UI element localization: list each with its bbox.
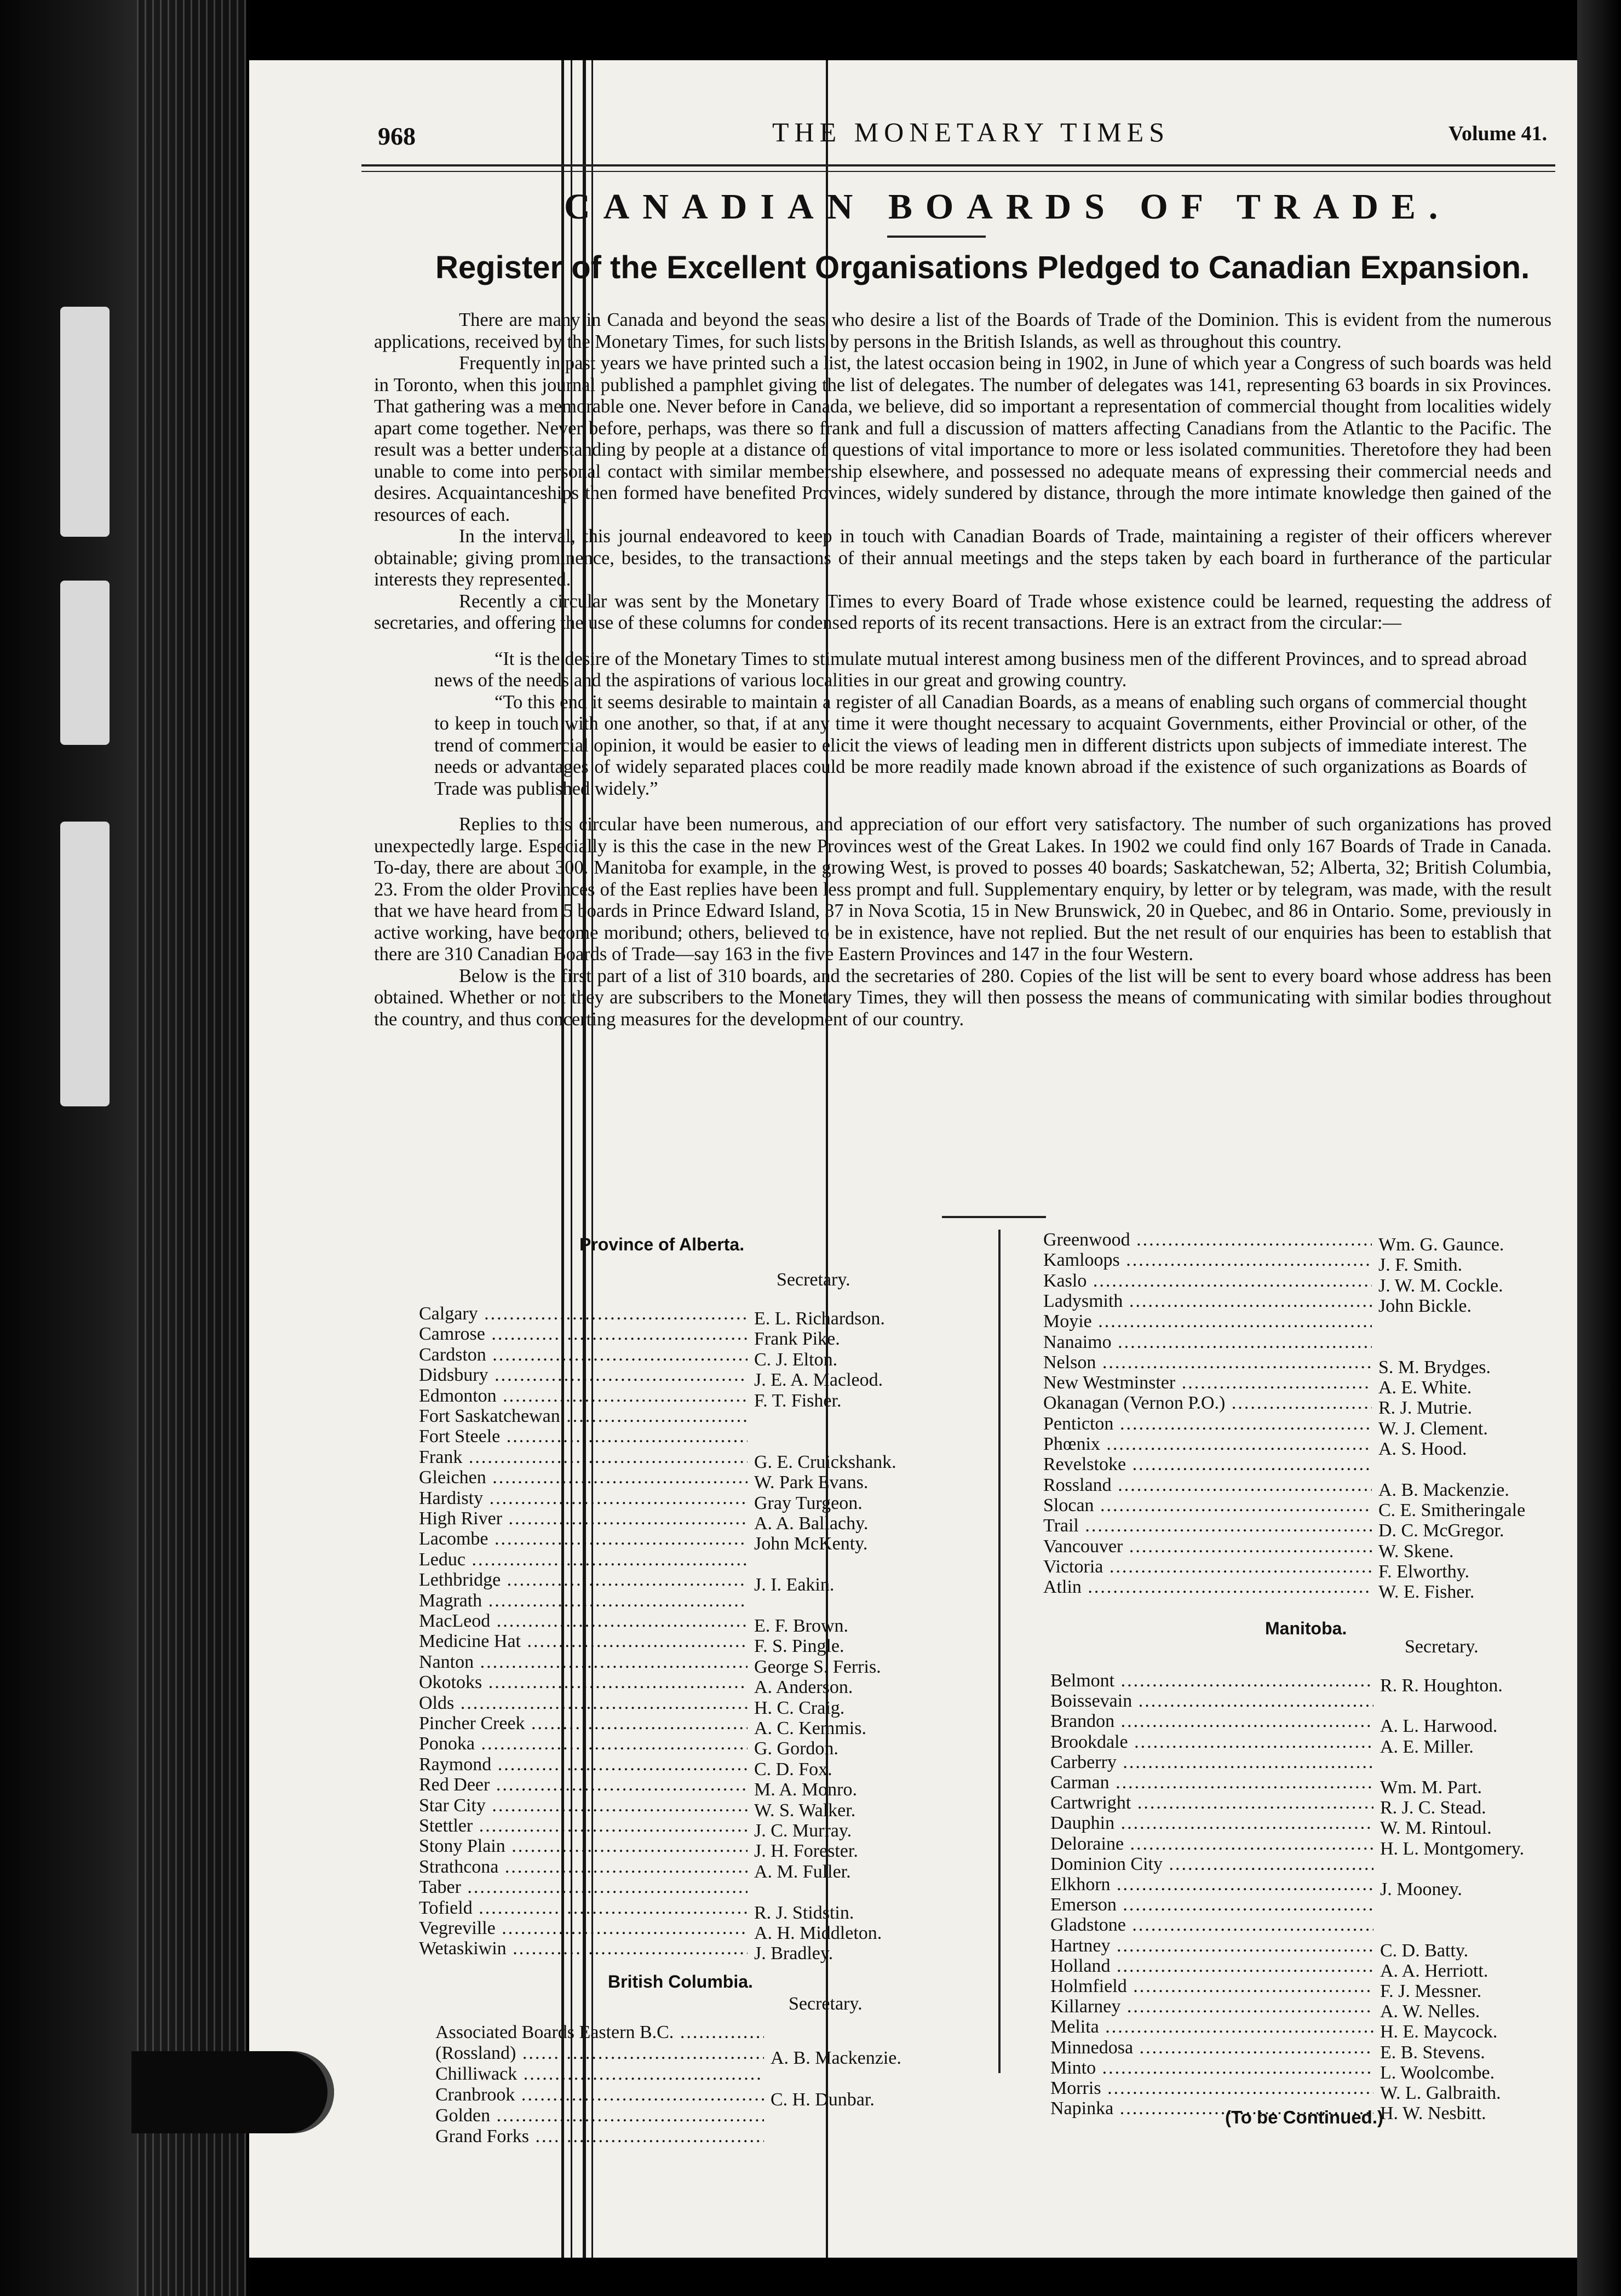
board-place-name: Gladstone ..... (1050, 1915, 1373, 1936)
board-place-name: Edmonton ..... (419, 1386, 748, 1407)
board-secretary-name: J. Mooney. (1380, 1879, 1462, 1899)
board-place-name: Nanton ..... (419, 1652, 748, 1673)
board-place-name: Morris ..... (1050, 2078, 1373, 2099)
board-place-name: Tofield ..... (419, 1898, 748, 1919)
page-edges (137, 0, 246, 2296)
british-columbia-heading: British Columbia. (608, 1972, 753, 1991)
board-place-name: Fort Steele ..... (419, 1426, 748, 1447)
board-secretary-name: J. F. Smith. (1378, 1255, 1463, 1276)
continued-note: (To be Continued.) (1225, 2107, 1383, 2127)
board-place-name: Carman ..... (1050, 1772, 1373, 1793)
board-secretary-name: C. D. Fox. (754, 1759, 832, 1780)
board-place-name: Elkhorn ..... (1050, 1874, 1373, 1895)
board-secretary-name: Gray Turgeon. (754, 1493, 863, 1513)
board-place-name: Star City ..... (419, 1795, 748, 1816)
board-place-name: Cartwright ..... (1050, 1793, 1373, 1813)
board-secretary-name: A. A. Ballachy. (754, 1513, 869, 1534)
board-place-name: Fort Saskatchewan ..... (419, 1406, 748, 1427)
volume-label: Volume 41. (1448, 122, 1548, 145)
page-clip (131, 2051, 334, 2133)
board-place-name: Napinka ..... (1050, 2098, 1373, 2119)
board-place-name: Deloraine ..... (1050, 1834, 1373, 1855)
board-secretary-name: C. E. Smitheringale (1378, 1500, 1526, 1520)
board-place-name: Vancouver ..... (1043, 1536, 1372, 1557)
board-secretary-name: F. Elworthy. (1378, 1561, 1470, 1582)
board-place-name: New Westminster ..... (1043, 1373, 1372, 1393)
board-row (419, 1938, 833, 1964)
board-place-name: Dauphin ..... (1050, 1813, 1373, 1834)
secretary-column-label: Secretary. (789, 1994, 863, 2014)
board-secretary-name: W. S. Walker. (754, 1800, 856, 1821)
board-secretary-name: A. L. Harwood. (1380, 1716, 1498, 1737)
board-place-name: Nanaimo ..... (1043, 1332, 1372, 1353)
circular-quote: “To this end it seems desirable to maintain a register of all Canadian Boards, as a means of enabling such organs of commercial thought to keep in touch with one another, so that, if at any time it were thought necessary to acquaint Governments, either Provincial or other, of the trend of commercial opinion, it would be easier to elicit the views of leading men in different districts upon subjects of immediate interest. The needs or advantages of widely separated places could be more readily made known abroad if the existence of such organizations as Boards of Trade was published widely.” (434, 691, 1527, 799)
board-secretary-name: L. Woolcombe. (1380, 2062, 1495, 2083)
board-place-name: Carberry ..... (1050, 1752, 1373, 1773)
board-secretary-name: A. B. Mackenzie. (1378, 1479, 1509, 1500)
board-secretary-name: A. E. White. (1378, 1377, 1472, 1398)
board-secretary-name: J. E. A. Macleod. (754, 1370, 883, 1391)
board-secretary-name: J. W. M. Cockle. (1378, 1275, 1503, 1296)
board-secretary-name: R. J. Mutrie. (1378, 1398, 1472, 1419)
header-rule (361, 164, 1555, 167)
board-place-name: Camrose ..... (419, 1324, 748, 1345)
secretary-column-label: Secretary. (777, 1270, 850, 1290)
board-place-name: Melita ..... (1050, 2017, 1373, 2037)
header-rule (361, 171, 1555, 172)
board-secretary-name: A. E. Miller. (1380, 1736, 1474, 1757)
board-secretary-name: George S. Ferris. (754, 1656, 881, 1677)
board-place-name: MacLeod ..... (419, 1611, 748, 1632)
board-place-name: Kaslo ..... (1043, 1271, 1372, 1292)
board-secretary-name: A. S. Hood. (1378, 1439, 1467, 1459)
board-secretary-name: H. L. Montgomery. (1380, 1838, 1525, 1859)
board-secretary-name: E. F. Brown. (754, 1616, 849, 1636)
board-place-name: Trail ..... (1043, 1516, 1372, 1536)
board-row (1043, 1577, 1474, 1603)
board-secretary-name: Wm. G. Gaunce. (1378, 1235, 1504, 1255)
board-place-name: Red Deer ..... (419, 1775, 748, 1795)
circular-quote: “It is the desire of the Monetary Times to stimulate mutual interest among business men of the different Provinces, and to spread abroad news of the needs and the aspirations of various localities in our great and growing country. (434, 648, 1527, 691)
board-secretary-name: J. H. Forester. (754, 1841, 858, 1862)
board-place-name: Belmont ..... (1050, 1671, 1373, 1691)
secretary-column-label: Secretary. (1405, 1637, 1479, 1657)
board-place-name: Golden ..... (435, 2105, 764, 2126)
board-secretary-name: G. Gordon. (754, 1738, 838, 1759)
board-place-name: Slocan ..... (1043, 1495, 1372, 1516)
board-place-name: Okotoks ..... (419, 1672, 748, 1693)
spine-mark (60, 307, 110, 537)
board-secretary-name: M. A. Monro. (754, 1780, 857, 1800)
board-place-name: Hartney ..... (1050, 1936, 1373, 1956)
scan-right-edge (1577, 0, 1621, 2296)
board-secretary-name: H. E. Maycock. (1380, 2022, 1498, 2042)
board-place-name: High River ..... (419, 1508, 748, 1529)
board-place-name: Holmfield ..... (1050, 1976, 1373, 1997)
board-secretary-name: John McKenty. (754, 1534, 868, 1554)
board-secretary-name: A. A. Herriott. (1380, 1960, 1488, 1981)
board-secretary-name: W. Park Evans. (754, 1472, 869, 1493)
board-place-name: Grand Forks ..... (435, 2126, 764, 2147)
alberta-heading: Province of Alberta. (579, 1235, 745, 1254)
board-secretary-name: H. W. Nesbitt. (1380, 2103, 1486, 2124)
board-row (435, 2126, 771, 2152)
board-place-name: Strathcona ..... (419, 1857, 748, 1878)
board-place-name: Killarney ..... (1050, 1996, 1373, 2017)
board-place-name: Stettler ..... (419, 1816, 748, 1836)
board-place-name: Revelstoke ..... (1043, 1454, 1372, 1475)
board-secretary-name: W. Skene. (1378, 1541, 1454, 1562)
body-paragraph: Recently a circular was sent by the Monetary Times to every Board of Trade whose existence could be learned, requesting the address of secretaries, and offering the use of these columns for condensed reports of its recent transactions. Here is an extract from the circular:— (374, 590, 1551, 633)
board-place-name: Victoria ..... (1043, 1557, 1372, 1577)
board-place-name: Brookdale ..... (1050, 1732, 1373, 1753)
board-place-name: (Rossland) ..... (435, 2043, 764, 2064)
book-binding-edge (0, 0, 249, 2296)
board-place-name: Brandon ..... (1050, 1711, 1373, 1732)
article-body (374, 309, 1551, 1030)
board-place-name: Okanagan (Vernon P.O.) ..... (1043, 1393, 1372, 1414)
board-secretary-name: E. L. Richardson. (754, 1308, 885, 1329)
board-secretary-name: A. Anderson. (754, 1677, 853, 1698)
board-secretary-name: W. M. Rintoul. (1380, 1818, 1492, 1839)
board-place-name: Lacombe ..... (419, 1529, 748, 1549)
board-secretary-name: J. C. Murray. (754, 1821, 852, 1841)
board-place-name: Kamloops ..... (1043, 1250, 1372, 1271)
board-place-name: Moyie ..... (1043, 1311, 1372, 1332)
board-secretary-name: John Bickle. (1378, 1295, 1471, 1316)
body-paragraph: Frequently in past years we have printed such a list, the latest occasion being in 1902, in June of which year a Congress of such boards was held in Toronto, when this journal published a pamphlet giving the list of delegates. The number of delegates was 141, representing 63 boards in six Provinces. That gathering was a memorable one. Never before in Canada, we believe, did so important a representation of commercial thought from localities widely apart come together. Never before, perhaps, was there so frank and full a discussion of matters affecting Canadians from the Atlantic to the Pacific. The result was a better understanding by people at a distance of questions of vital importance to more or less isolated communities. Theretofore they had been unable to come into personal contact with similar membership elsewhere, and possessed no adequate means of expressing their commercial needs and desires. Acquaintanceships then formed have benefited Provinces, widely sundered by distance, through the more intimate knowledge then gained of the resources of each. (374, 353, 1551, 525)
board-secretary-name: W. L. Galbraith. (1380, 2083, 1501, 2103)
board-place-name: Taber ..... (419, 1877, 748, 1898)
board-place-name: Calgary ..... (419, 1304, 748, 1324)
board-place-name: Raymond ..... (419, 1754, 748, 1775)
board-place-name: Pincher Creek ..... (419, 1713, 748, 1734)
board-place-name: Olds ..... (419, 1693, 748, 1714)
board-secretary-name: Wm. M. Part. (1380, 1777, 1482, 1798)
board-secretary-name: J. I. Eakin. (754, 1575, 835, 1595)
board-secretary-name: G. E. Cruickshank. (754, 1451, 896, 1472)
section-divider (942, 1216, 1046, 1218)
board-place-name: Emerson ..... (1050, 1895, 1373, 1915)
board-place-name: Dominion City ..... (1050, 1854, 1373, 1875)
board-place-name: Hardisty ..... (419, 1488, 748, 1509)
body-paragraph: In the interval, this journal endeavored to keep in touch with Canadian Boards of Trade, maintaining a register of their officers wherever obtainable; giving prominence, besides, to the transactions of their annual meetings and the steps taken by each board in furtherance of the particular interests they represented. (374, 526, 1551, 590)
board-place-name: Chilliwack ..... (435, 2064, 764, 2085)
spine-mark (60, 581, 110, 745)
board-place-name: Frank ..... (419, 1447, 748, 1468)
board-place-name: Minnedosa ..... (1050, 2037, 1373, 2058)
board-place-name: Phœnix ..... (1043, 1434, 1372, 1455)
board-place-name: Cranbrook ..... (435, 2085, 764, 2105)
board-place-name: Atlin ..... (1043, 1577, 1372, 1598)
board-secretary-name: C. J. Elton. (754, 1349, 838, 1370)
spine-mark (60, 822, 110, 1106)
board-place-name: Medicine Hat ..... (419, 1631, 748, 1652)
board-place-name: Didsbury ..... (419, 1365, 748, 1386)
body-paragraph: Below is the first part of a list of 310 boards, and the secretaries of 280. Copies of the list will be sent to every board whose address has been obtained. Whether or not they are subscribers to the Monetary Times, they will then possess the means of communicating with similar bodies throughout the country, and thus concerting measures for the development of our country. (374, 965, 1551, 1030)
board-place-name: Wetaskiwin ..... (419, 1938, 748, 1959)
board-secretary-name: D. C. McGregor. (1378, 1520, 1504, 1541)
board-place-name: Stony Plain ..... (419, 1836, 748, 1857)
board-secretary-name: F. J. Messner. (1380, 1981, 1482, 2001)
board-secretary-name: A. H. Middleton. (754, 1923, 882, 1943)
board-secretary-name: S. M. Brydges. (1378, 1357, 1491, 1377)
board-secretary-name: R. R. Houghton. (1380, 1675, 1503, 1696)
board-place-name: Vegreville ..... (419, 1918, 748, 1939)
board-secretary-name: A. M. Fuller. (754, 1861, 851, 1882)
board-secretary-name: J. Bradley. (754, 1943, 834, 1964)
article-title: CANADIAN BOARDS OF TRADE. (564, 187, 1451, 227)
board-place-name: Cardston ..... (419, 1345, 748, 1365)
title-divider (887, 236, 986, 238)
board-place-name: Ponoka ..... (419, 1734, 748, 1754)
page-number: 968 (378, 122, 416, 150)
board-place-name: Nelson ..... (1043, 1352, 1372, 1373)
board-place-name: Gleichen ..... (419, 1467, 748, 1488)
column-divider (998, 1230, 1001, 2073)
board-place-name: Rossland ..... (1043, 1475, 1372, 1496)
board-secretary-name: C. H. Dunbar. (771, 2090, 875, 2110)
board-secretary-name: C. D. Batty. (1380, 1940, 1469, 1961)
board-secretary-name: R. J. C. Stead. (1380, 1798, 1486, 1818)
board-place-name: Associated Boards Eastern B.C. ..... (435, 2022, 764, 2043)
board-secretary-name: W. J. Clement. (1378, 1418, 1488, 1439)
board-secretary-name: E. B. Stevens. (1380, 2042, 1485, 2063)
board-secretary-name: W. E. Fisher. (1378, 1582, 1475, 1603)
body-paragraph: Replies to this circular have been numerous, and appreciation of our effort very satisfactory. The number of such organizations has proved unexpectedly large. Especially is this the case in the new Provinces west of the Great Lakes. In 1902 we could find only 167 Boards of Trade in Canada. To-day, there are about 300. Manitoba for example, in the growing West, is proved to posses 40 boards; Saskatchewan, 52; Alberta, 32; British Columbia, 23. From the older Provinces of the East replies have been less prompt and full. Supplementary enquiry, by letter or by telegram, was made, with the result that we have heard from 5 boards in Prince Edward Island, 37 in Nova Scotia, 15 in New Brunswick, 20 in Quebec, and 86 in Ontario. Some, previously in active working, have become moribund; others, believed to be in existence, have not replied. But the net result of our enquiries has been to establish that there are 310 Canadian Boards of Trade—say 163 in the five Eastern Provinces and 147 in the four Western. (374, 814, 1551, 965)
board-place-name: Ladysmith ..... (1043, 1291, 1372, 1312)
board-secretary-name: R. J. Stidstin. (754, 1902, 854, 1923)
board-place-name: Leduc ..... (419, 1549, 748, 1570)
board-secretary-name: F. S. Pingle. (754, 1636, 844, 1657)
board-secretary-name: A. W. Nelles. (1380, 2001, 1480, 2022)
board-secretary-name: H. C. Craig. (754, 1697, 845, 1718)
board-secretary-name: F. T. Fisher. (754, 1390, 842, 1411)
board-place-name: Lethbridge ..... (419, 1570, 748, 1591)
board-place-name: Holland ..... (1050, 1956, 1373, 1977)
board-place-name: Magrath ..... (419, 1591, 748, 1611)
board-place-name: Greenwood ..... (1043, 1230, 1372, 1250)
board-place-name: Penticton ..... (1043, 1414, 1372, 1434)
body-paragraph: There are many in Canada and beyond the seas who desire a list of the Boards of Trade of the Dominion. This is evident from the numerous applications, received by the Monetary Times, for such lists by persons in the British Islands, as well as throughout this country. (374, 309, 1551, 352)
article-subtitle: Register of the Excellent Organisations Pledged to Canadian Expansion. (435, 250, 1530, 285)
board-place-name: Minto ..... (1050, 2058, 1373, 2079)
board-secretary-name: Frank Pike. (754, 1329, 840, 1350)
board-secretary-name: A. B. Mackenzie. (771, 2048, 901, 2068)
board-place-name: Boissevain ..... (1050, 1691, 1373, 1712)
board-secretary-name: A. C. Kemmis. (754, 1718, 866, 1738)
journal-title: THE MONETARY TIMES (772, 117, 1170, 147)
manitoba-heading: Manitoba. (1265, 1618, 1347, 1638)
